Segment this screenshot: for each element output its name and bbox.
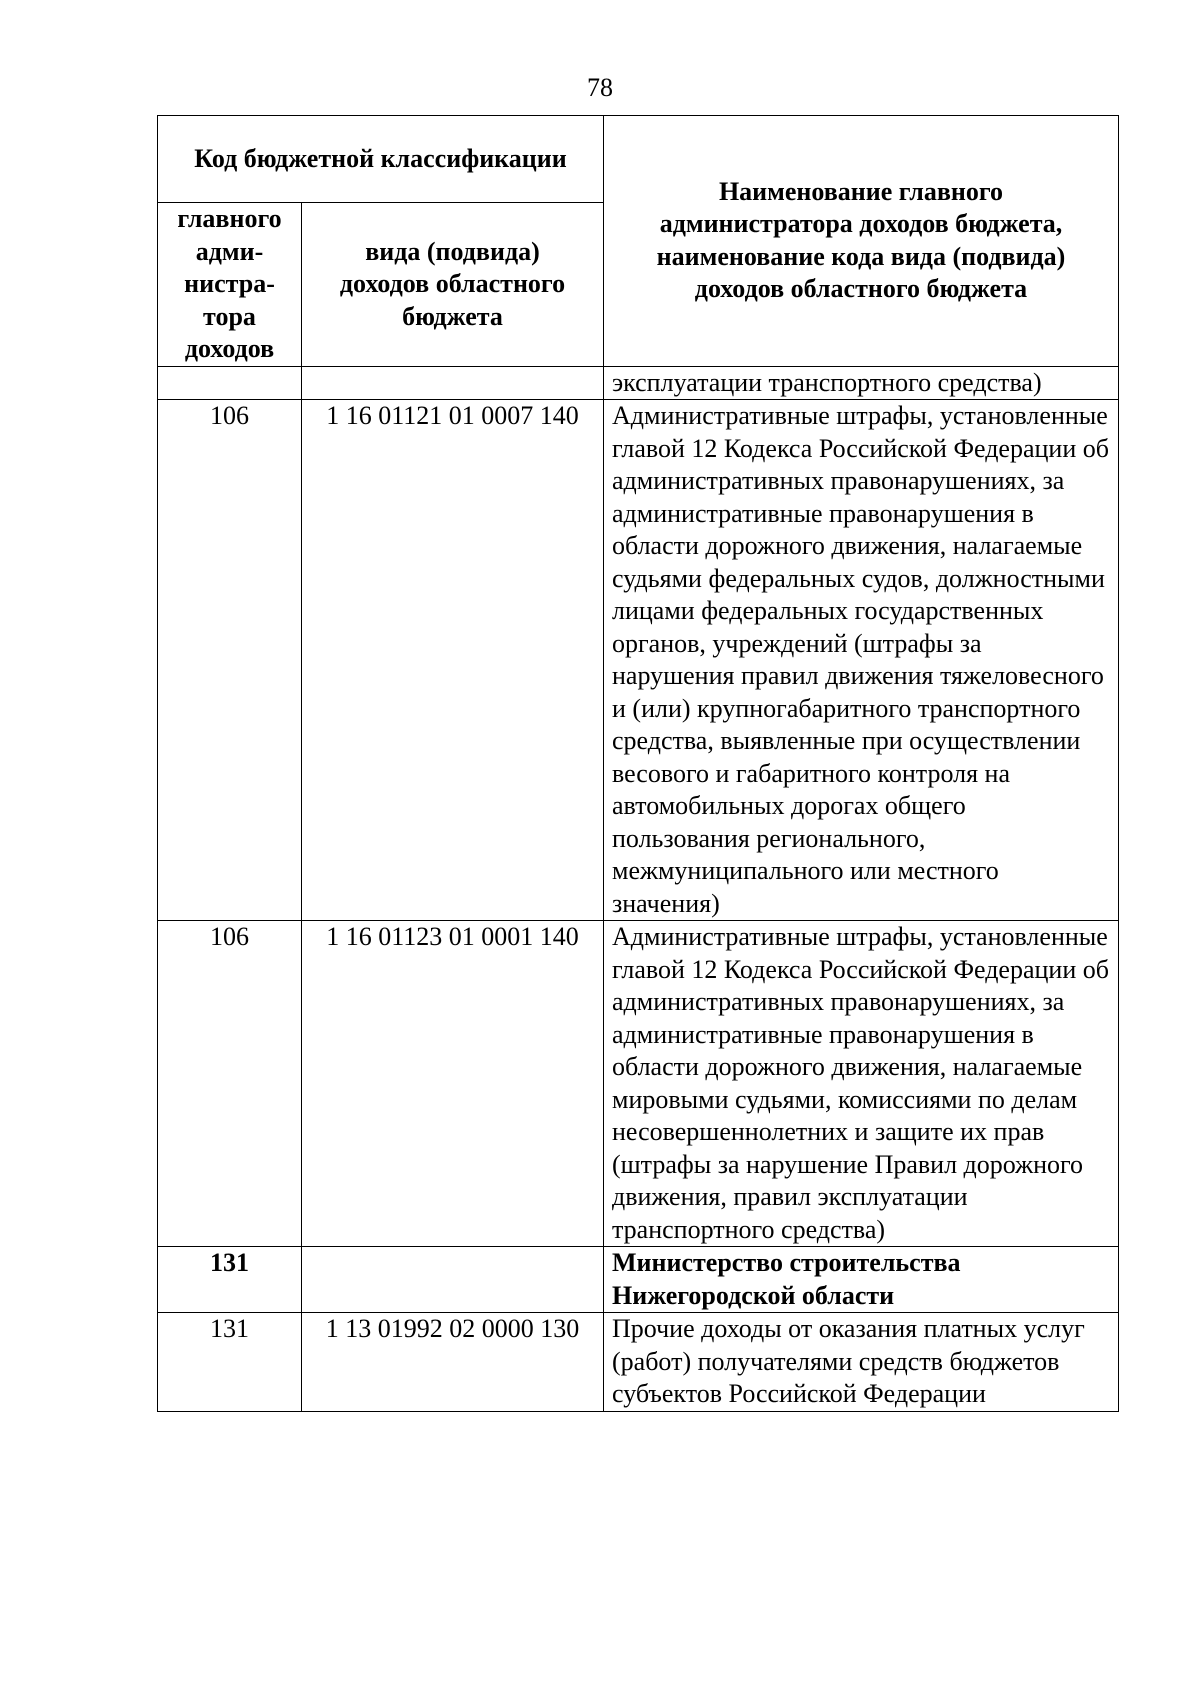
- header-name-line: администратора доходов бюджета,: [659, 209, 1063, 239]
- header-admin-line: главного: [177, 204, 282, 233]
- header-budget-classification-code: Код бюджетной классификации: [158, 116, 604, 203]
- income-name-cell: эксплуатации транспортного средства): [604, 366, 1119, 400]
- header-admin-line: нистра-: [184, 269, 275, 298]
- admin-code-cell: 131: [158, 1313, 302, 1412]
- income-name-cell: Административные штрафы, установленные главой 12 Кодекса Российской Федерации об административных правонарушениях, за административные правонарушения в области дорожного движения, налагаемые судьями федеральных судов, должностными лицами федеральных государственных органов, учреждений (штрафы за нарушения правил движения тяжеловесного и (или) крупногабаритного транспортного средства, выявленные при осуществлении весового и габаритного контроля на автомобильных дорогах общего пользования регионального, межмуниципального или местного значения): [604, 400, 1119, 921]
- income-code-cell: [302, 1247, 604, 1313]
- admin-code-cell: [158, 366, 302, 400]
- administrator-name-cell: Министерство строительства Нижегородской области: [604, 1247, 1119, 1313]
- income-code-cell: [302, 366, 604, 400]
- header-name-line: доходов областного бюджета: [694, 274, 1028, 304]
- table-row: [158, 1313, 1119, 1412]
- budget-classification-table: [157, 115, 1119, 1412]
- header-admin-line: тора: [203, 301, 256, 331]
- admin-code-cell: 106: [158, 921, 302, 1247]
- admin-code-cell: 131: [158, 1247, 302, 1313]
- income-code-cell: 1 16 01123 01 0001 140: [302, 921, 604, 1247]
- header-admin-column: [158, 203, 302, 367]
- income-name-cell: Административные штрафы, установленные главой 12 Кодекса Российской Федерации об административных правонарушениях, за административные правонарушения в области дорожного движения, налагаемые мировыми судьями, комиссиями по делам несовершеннолетних и защите их прав (штрафы за нарушение Правил дорожного движения, правил эксплуатации транспортного средства): [604, 921, 1119, 1247]
- header-name-column: [604, 116, 1119, 367]
- header-code-line: доходов областного: [339, 269, 566, 298]
- header-name-line: Наименование главного: [718, 176, 1004, 206]
- admin-code-cell: 106: [158, 400, 302, 921]
- table-header: [158, 116, 1119, 367]
- page-number: 78: [587, 73, 613, 102]
- income-name-cell: Прочие доходы от оказания платных услуг (работ) получателями средств бюджетов субъектов Российской Федерации: [604, 1313, 1119, 1412]
- header-code-column: [302, 203, 604, 367]
- header-code-line: вида (подвида): [365, 236, 540, 266]
- table-row-administrator: [158, 1247, 1119, 1313]
- income-code-cell: 1 13 01992 02 0000 130: [302, 1313, 604, 1412]
- header-admin-line: адми-: [195, 236, 264, 266]
- income-code-cell: 1 16 01121 01 0007 140: [302, 400, 604, 921]
- table-row: [158, 921, 1119, 1247]
- table-row: [158, 400, 1119, 921]
- header-admin-line: доходов: [184, 334, 275, 363]
- header-code-line: бюджета: [402, 301, 503, 331]
- header-name-line: наименование кода вида (подвида): [656, 241, 1066, 271]
- table-row: [158, 366, 1119, 400]
